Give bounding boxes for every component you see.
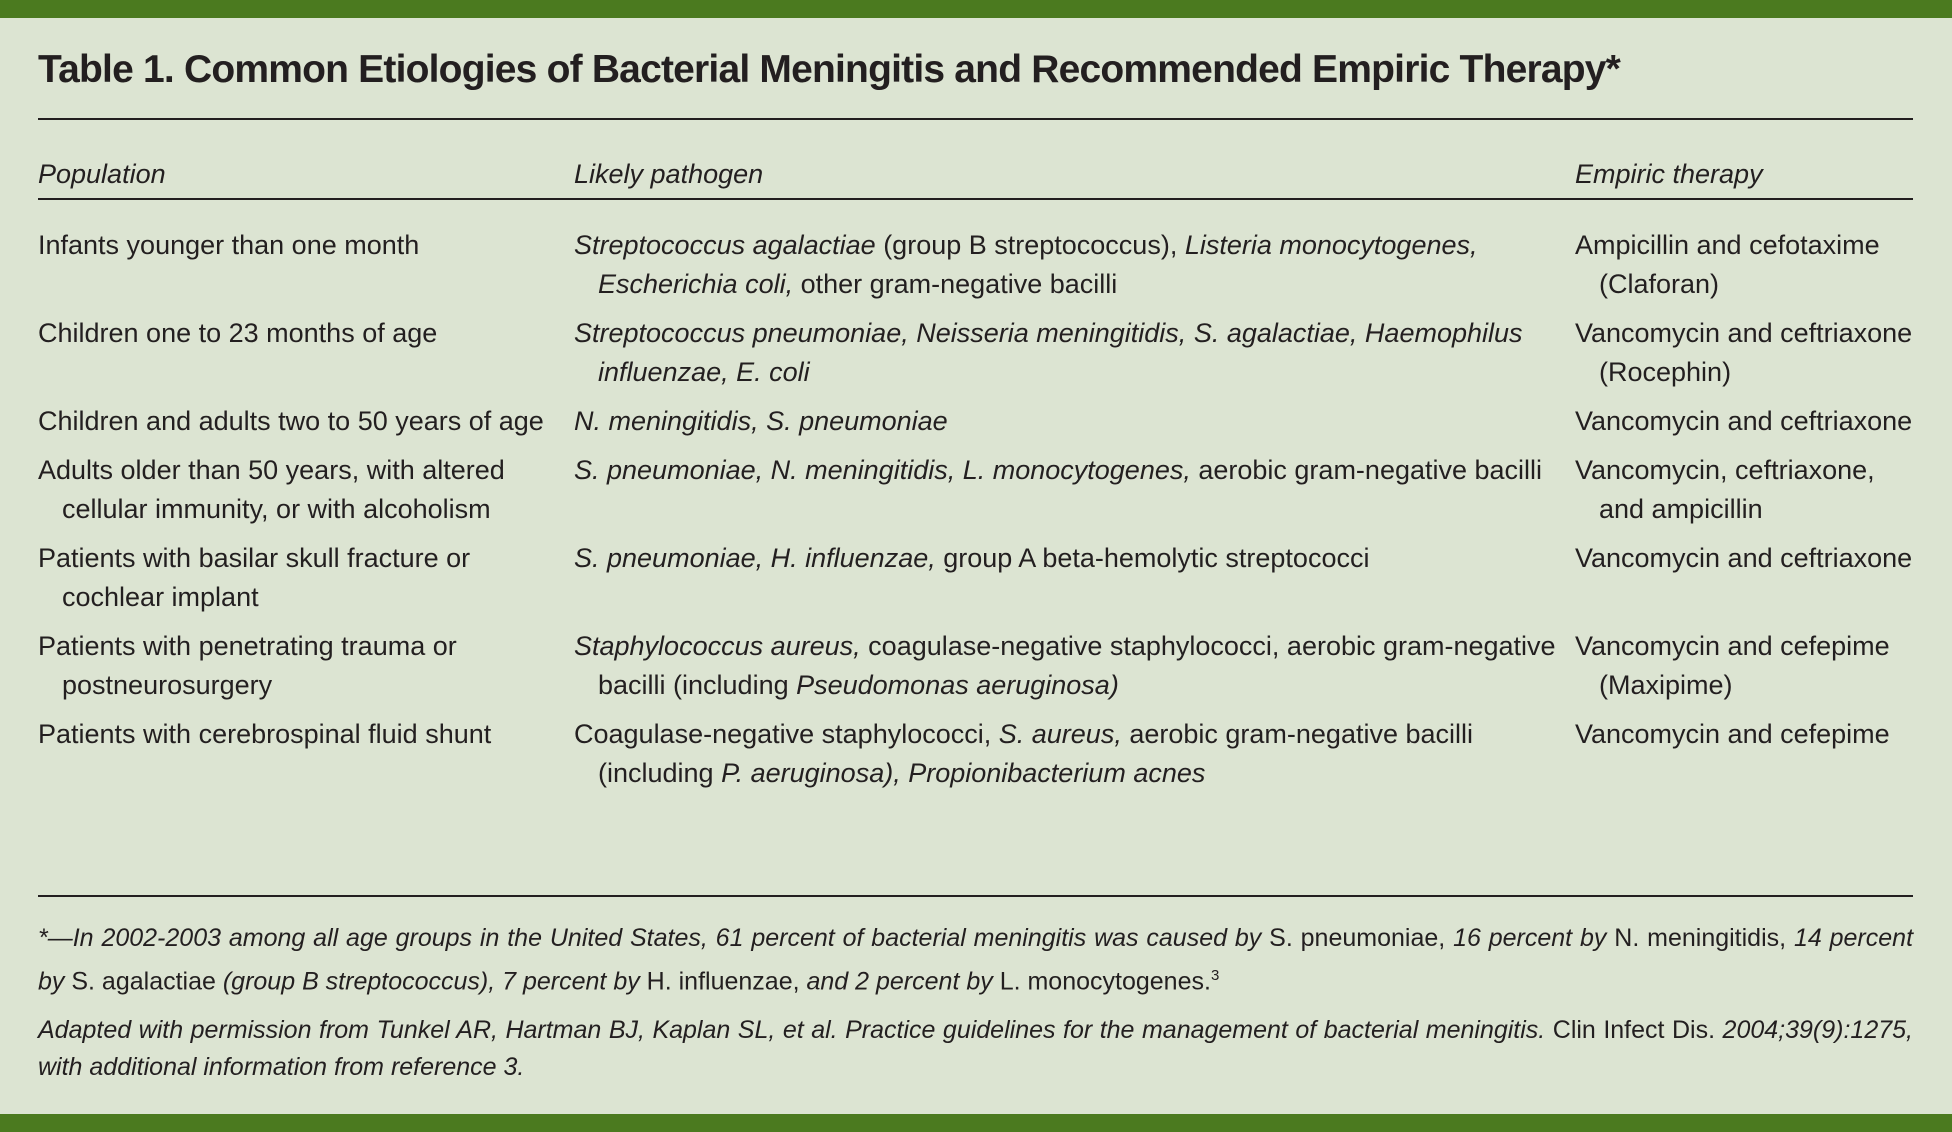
text-segment: N. meningitidis,	[1614, 924, 1787, 952]
population-cell: Infants younger than one month	[38, 230, 420, 260]
text-segment: 2004;39(9):1275, with additional information from reference 3.	[38, 1016, 1913, 1081]
text-segment: group A beta-hemolytic streptococci	[935, 543, 1370, 573]
text-segment: (group B streptococcus), 7 percent by	[215, 967, 647, 996]
title-rule	[38, 118, 1913, 120]
table-row	[38, 627, 1913, 715]
text-segment: other gram-negative bacilli	[793, 269, 1118, 299]
therapy-cell: Vancomycin, ceftriaxone, and ampicillin	[1575, 455, 1875, 524]
text-segment: S. pneumoniae, N. meningitidis, L. monocytogenes,	[574, 455, 1191, 485]
text-segment: and 2 percent by	[799, 967, 1000, 996]
text-segment: Coagulase-negative staphylococci,	[574, 719, 999, 749]
table-bottom-rule	[38, 895, 1913, 897]
table-row	[38, 715, 1913, 803]
column-header-population: Population	[38, 158, 166, 189]
therapy-cell: Vancomycin and ceftriaxone	[1575, 406, 1913, 436]
table-row	[38, 402, 1913, 451]
text-segment: Streptococcus pneumoniae, Neisseria meningitidis, S. agalactiae, Haemophilus influenzae, E. coli	[574, 318, 1523, 387]
pathogen-cell	[574, 314, 1575, 402]
population-cell: Children one to 23 months of age	[38, 318, 438, 348]
pathogen-cell	[574, 200, 1575, 314]
text-segment: Staphylococcus aureus,	[574, 631, 861, 661]
text-segment: 16 percent by	[1445, 924, 1615, 952]
column-header-pathogen: Likely pathogen	[574, 158, 764, 189]
text-segment: aerobic gram-negative bacilli (including	[598, 719, 1473, 788]
population-cell: Patients with basilar skull fracture or cochlear implant	[38, 543, 471, 612]
table-row	[38, 451, 1913, 539]
therapy-cell: Ampicillin and cefotaxime (Claforan)	[1575, 230, 1880, 299]
population-cell: Patients with cerebrospinal fluid shunt	[38, 719, 492, 749]
text-segment: S. pneumoniae,	[1269, 924, 1446, 952]
text-segment: N. meningitidis, S. pneumoniae	[574, 406, 948, 436]
population-cell: Patients with penetrating trauma or postneurosurgery	[38, 631, 457, 700]
table-row	[38, 200, 1913, 314]
therapy-cell: Vancomycin and cefepime	[1575, 719, 1890, 749]
text-segment: 14 percent by	[38, 924, 1914, 996]
therapy-cell: Vancomycin and ceftriaxone	[1575, 543, 1913, 573]
population-cell: Children and adults two to 50 years of age	[38, 406, 544, 436]
text-segment: Adapted with permission from Tunkel AR, Hartman BJ, Kaplan SL, et al. Practice guidelines for the management of bacterial meningitis.	[38, 1016, 1546, 1044]
text-segment: S. pneumoniae, H. influenzae,	[574, 543, 936, 573]
therapy-cell: Vancomycin and ceftriaxone (Rocephin)	[1575, 318, 1913, 387]
text-segment: S. agalactiae	[71, 967, 216, 996]
table-title: Table 1. Common Etiologies of Bacterial Meningitis and Recommended Empiric Therapy*	[38, 48, 1621, 91]
pathogen-cell	[574, 627, 1575, 715]
text-segment: Pseudomonas aeruginosa)	[796, 670, 1119, 700]
text-segment: H. influenzae,	[646, 967, 800, 996]
pathogen-cell	[574, 402, 1575, 451]
text-segment: *—In 2002-2003 among all age groups in the United States, 61 percent of bacterial meningitis was caused by	[38, 924, 1270, 952]
column-header-therapy: Empiric therapy	[1575, 158, 1763, 189]
pathogen-cell	[574, 451, 1575, 539]
text-segment: Clin Infect Dis.	[1545, 1016, 1716, 1044]
text-segment: 3	[1210, 967, 1220, 984]
text-segment: Listeria monocytogenes, Escherichia coli,	[598, 230, 1478, 299]
text-segment: P. aeruginosa), Propionibacterium acnes	[721, 758, 1206, 788]
table-row	[38, 314, 1913, 402]
population-cell: Adults older than 50 years, with altered cellular immunity, or with alcoholism	[38, 455, 505, 524]
top-accent-bar	[0, 0, 1952, 18]
text-segment: L. monocytogenes.	[999, 967, 1211, 996]
etiology-table	[38, 150, 1913, 803]
footnote	[38, 920, 1913, 1000]
text-segment: coagulase-negative staphylococci, aerobic gram-negative bacilli (including	[598, 631, 1556, 700]
text-segment: aerobic gram-negative bacilli	[1190, 455, 1543, 485]
source-note	[38, 1012, 1913, 1086]
pathogen-cell	[574, 715, 1575, 803]
bottom-accent-bar	[0, 1114, 1952, 1132]
text-segment: (group B streptococcus),	[875, 230, 1185, 260]
pathogen-cell	[574, 539, 1575, 627]
text-segment: Streptococcus agalactiae	[574, 230, 876, 260]
text-segment: S. aureus,	[998, 719, 1122, 749]
header-row	[38, 150, 1913, 198]
table-row	[38, 539, 1913, 627]
therapy-cell: Vancomycin and cefepime (Maxipime)	[1575, 631, 1890, 700]
